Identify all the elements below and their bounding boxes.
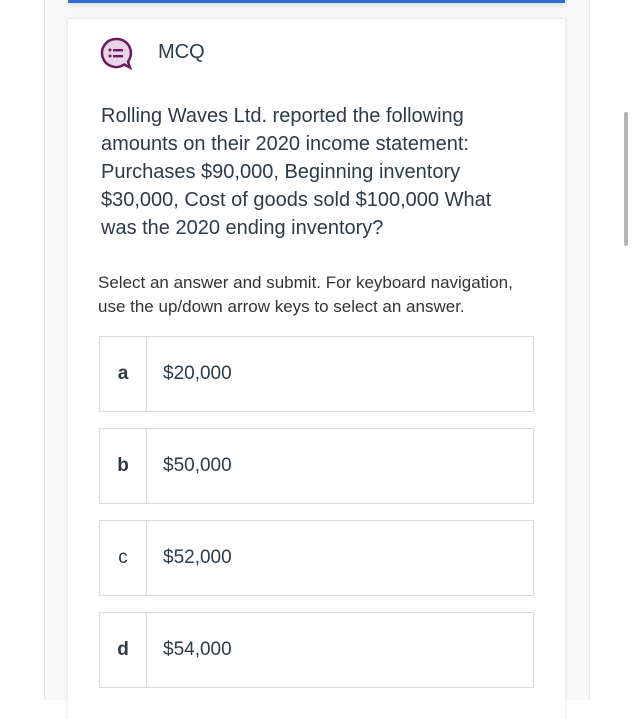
answer-option-c[interactable]: [99, 520, 534, 596]
scrollbar[interactable]: [624, 112, 628, 246]
option-value: $52,000: [163, 547, 232, 568]
option-letter: b: [100, 429, 147, 503]
top-accent-bar: [68, 0, 565, 3]
multiple-choice-chat-icon: [98, 36, 134, 72]
option-letter: a: [100, 337, 147, 411]
question-type-title: MCQ: [158, 41, 205, 63]
instructions: Select an answer and submit. For keyboard navigation, use the up/down arrow keys to select an answer.: [98, 273, 513, 316]
option-value: $54,000: [163, 639, 232, 660]
option-value: $20,000: [163, 363, 232, 384]
option-value: $50,000: [163, 455, 232, 476]
answer-option-d[interactable]: [99, 612, 534, 688]
answer-option-a[interactable]: [99, 336, 534, 412]
answer-option-b[interactable]: [99, 428, 534, 504]
question-text: Rolling Waves Ltd. reported the following amounts on their 2020 income statement: Purchases $90,000, Beginning inventory $30,000, Cost of goods sold $100,000 What was the 2020 ending inventory?: [101, 105, 492, 239]
option-letter: c: [100, 521, 147, 595]
option-letter: d: [100, 613, 147, 687]
